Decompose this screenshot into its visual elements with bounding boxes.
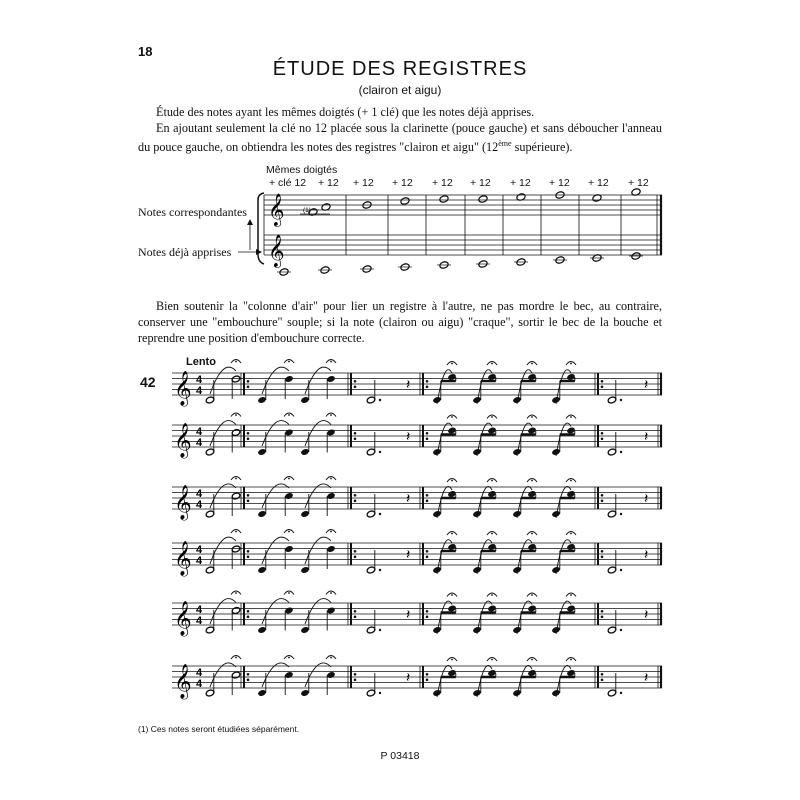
- fingering-column-label: + 12: [353, 177, 374, 189]
- fermata-dot: [570, 416, 572, 418]
- half-note: [231, 492, 240, 500]
- repeat-dot: [354, 673, 357, 676]
- half-note: [205, 626, 214, 634]
- system: [172, 656, 662, 701]
- row-label-apprises: Notes déjà apprises: [138, 245, 232, 259]
- treble-clef-icon: 𝄞: [174, 665, 192, 698]
- quarter-note: [257, 396, 266, 404]
- half-note: [607, 626, 616, 634]
- time-signature-bottom: 4: [196, 678, 203, 690]
- fermata-dot: [531, 594, 533, 596]
- repeat-dot: [601, 494, 604, 497]
- fingering-column-label: + 12: [470, 177, 491, 189]
- fermata-dot: [491, 533, 493, 535]
- half-note: [366, 626, 375, 634]
- repeat-dot: [601, 386, 604, 389]
- fermata-dot: [451, 594, 453, 596]
- fermata-dot: [288, 414, 290, 416]
- quarter-note: [326, 492, 335, 500]
- time-signature-bottom: 4: [196, 385, 203, 397]
- intro-line-1: Étude des notes ayant les mêmes doigtés (+ 1 clé) que les notes déjà apprises.: [156, 105, 535, 119]
- quarter-rest-icon: 𝄽: [644, 428, 649, 444]
- repeat-dot: [354, 438, 357, 441]
- quarter-note: [284, 429, 293, 437]
- half-note: [366, 689, 375, 697]
- fermata-dot: [330, 657, 332, 659]
- fermata-dot: [570, 594, 572, 596]
- repeat-dot: [426, 556, 429, 559]
- quarter-note: [300, 566, 309, 574]
- repeat-dot: [601, 500, 604, 503]
- quarter-note: [257, 566, 266, 574]
- half-note: [231, 607, 240, 615]
- tempo-marking: Lento: [186, 356, 216, 368]
- repeat-dot: [247, 380, 250, 383]
- half-note: [231, 429, 240, 437]
- system: [172, 413, 662, 459]
- time-signature-top: 4: [196, 374, 203, 386]
- repeat-dot: [426, 610, 429, 613]
- exercise-systems: [172, 360, 662, 701]
- fermata-dot: [235, 657, 237, 659]
- quarter-rest-icon: 𝄽: [644, 606, 649, 622]
- fermata-dot: [235, 531, 237, 533]
- time-signature-bottom: 4: [196, 437, 203, 449]
- repeat-dot: [354, 500, 357, 503]
- exercise-number: 42: [140, 374, 156, 390]
- repeat-dot: [601, 616, 604, 619]
- fermata-dot: [531, 480, 533, 482]
- quarter-note: [326, 607, 335, 615]
- dot: [379, 399, 381, 401]
- repeat-dot: [426, 432, 429, 435]
- fermata-dot: [330, 592, 332, 594]
- fermata-dot: [288, 361, 290, 363]
- repeat-dot: [354, 616, 357, 619]
- quarter-rest-icon: 𝄽: [644, 546, 649, 562]
- quarter-note: [326, 545, 335, 553]
- quarter-note: [326, 375, 335, 383]
- repeat-dot: [354, 432, 357, 435]
- repeat-dot: [601, 550, 604, 553]
- repeat-dot: [354, 550, 357, 553]
- row-label-correspondantes: Notes correspondantes: [138, 205, 247, 219]
- treble-clef-icon: 𝄞: [174, 424, 192, 457]
- quarter-note: [300, 689, 309, 697]
- repeat-dot: [426, 673, 429, 676]
- repeat-dot: [247, 679, 250, 682]
- fingering-column-label: + 12: [588, 177, 609, 189]
- quarter-rest-icon: 𝄽: [406, 669, 411, 685]
- repeat-dot: [247, 673, 250, 676]
- fermata-dot: [451, 363, 453, 365]
- dot: [379, 692, 381, 694]
- time-signature-top: 4: [196, 426, 203, 438]
- treble-clef-icon: 𝄞: [174, 542, 192, 575]
- quarter-note: [257, 626, 266, 634]
- fingering-column-label: + clé 12: [269, 177, 307, 189]
- treble-clef-icon: 𝄞: [174, 486, 192, 519]
- fermata-dot: [288, 657, 290, 659]
- repeat-dot: [601, 610, 604, 613]
- quarter-rest-icon: 𝄽: [644, 376, 649, 392]
- half-note: [607, 396, 616, 404]
- repeat-dot: [247, 494, 250, 497]
- quarter-note: [257, 689, 266, 697]
- repeat-dot: [354, 494, 357, 497]
- repeat-dot: [601, 438, 604, 441]
- repeat-dot: [426, 380, 429, 383]
- quarter-rest-icon: 𝄽: [644, 669, 649, 685]
- treble-clef-icon: 𝄞: [268, 235, 285, 266]
- system: [172, 477, 662, 522]
- quarter-note: [300, 626, 309, 634]
- fermata-dot: [235, 414, 237, 416]
- fermata-dot: [330, 361, 332, 363]
- fermata-dot: [531, 363, 533, 365]
- half-note: [366, 566, 375, 574]
- dot: [620, 629, 622, 631]
- repeat-dot: [426, 550, 429, 553]
- page-subtitle: (clairon et aigu): [358, 83, 442, 97]
- half-note: [231, 545, 240, 553]
- fermata-dot: [570, 659, 572, 661]
- repeat-dot: [354, 610, 357, 613]
- repeat-dot: [426, 679, 429, 682]
- dot: [379, 569, 381, 571]
- quarter-note: [326, 671, 335, 679]
- quarter-note: [257, 448, 266, 456]
- fermata-dot: [288, 592, 290, 594]
- time-signature-top: 4: [196, 488, 203, 500]
- footnote: (1) Ces notes seront étudiées séparément.: [138, 724, 300, 734]
- quarter-note: [284, 375, 293, 383]
- repeat-dot: [247, 438, 250, 441]
- repeat-dot: [354, 380, 357, 383]
- repeat-dot: [601, 673, 604, 676]
- quarter-note: [300, 396, 309, 404]
- quarter-note: [284, 545, 293, 553]
- fermata-dot: [491, 480, 493, 482]
- dot: [379, 451, 381, 453]
- quarter-note: [326, 429, 335, 437]
- half-note: [205, 510, 214, 518]
- repeat-dot: [426, 386, 429, 389]
- quarter-note: [284, 607, 293, 615]
- quarter-rest-icon: 𝄽: [406, 376, 411, 392]
- time-signature-top: 4: [196, 544, 203, 556]
- intro-line-2a: En ajoutant seulement la clé no 12 placée sous la clarinette (pouce gauche) et sans déboucher l'anneau du pouce gauche, on obtiendra les notes des registres "clairon et aigu" (12: [138, 121, 662, 155]
- footnote-mark: (1): [303, 207, 311, 214]
- quarter-note: [300, 448, 309, 456]
- system: [172, 360, 662, 408]
- half-note: [205, 448, 214, 456]
- fermata-dot: [451, 659, 453, 661]
- repeat-dot: [426, 616, 429, 619]
- fermata-dot: [491, 416, 493, 418]
- fermata-dot: [235, 592, 237, 594]
- time-signature-bottom: 4: [196, 555, 203, 567]
- fingering-header: Mêmes doigtés: [266, 164, 338, 176]
- half-note: [607, 448, 616, 456]
- catalog-number: P 03418: [380, 750, 420, 762]
- repeat-dot: [247, 616, 250, 619]
- fermata-dot: [531, 416, 533, 418]
- repeat-dot: [601, 556, 604, 559]
- fermata-dot: [288, 478, 290, 480]
- quarter-rest-icon: 𝄽: [406, 490, 411, 506]
- repeat-dot: [601, 432, 604, 435]
- fingering-column-label: + 12: [392, 177, 413, 189]
- fingering-column-label: + 12: [432, 177, 453, 189]
- repeat-dot: [426, 494, 429, 497]
- dot: [620, 513, 622, 515]
- repeat-dot: [354, 556, 357, 559]
- fermata-dot: [531, 659, 533, 661]
- fermata-dot: [330, 531, 332, 533]
- repeat-dot: [247, 550, 250, 553]
- fermata-dot: [451, 416, 453, 418]
- fermata-dot: [531, 533, 533, 535]
- repeat-dot: [426, 500, 429, 503]
- page-title: ÉTUDE DES REGISTRES: [272, 58, 528, 80]
- quarter-rest-icon: 𝄽: [644, 490, 649, 506]
- fingering-column-label: + 12: [549, 177, 570, 189]
- fermata-dot: [288, 531, 290, 533]
- intro-line-2-sup: ème: [498, 139, 512, 148]
- quarter-rest-icon: 𝄽: [406, 546, 411, 562]
- dot: [620, 569, 622, 571]
- repeat-dot: [247, 500, 250, 503]
- fermata-dot: [491, 363, 493, 365]
- repeat-dot: [354, 679, 357, 682]
- repeat-dot: [601, 380, 604, 383]
- time-signature-bottom: 4: [196, 499, 203, 511]
- repeat-dot: [354, 386, 357, 389]
- treble-clef-icon: 𝄞: [174, 372, 192, 405]
- repeat-dot: [247, 556, 250, 559]
- time-signature-top: 4: [196, 604, 203, 616]
- half-note: [231, 375, 240, 383]
- dot: [379, 513, 381, 515]
- fingering-column-label: + 12: [318, 177, 339, 189]
- fingering-column-label: + 12: [628, 177, 649, 189]
- fermata-dot: [570, 480, 572, 482]
- half-note: [607, 510, 616, 518]
- fermata-dot: [235, 361, 237, 363]
- repeat-dot: [247, 610, 250, 613]
- fingering-column-label: + 12: [510, 177, 531, 189]
- fermata-dot: [491, 659, 493, 661]
- advice-text: Bien soutenir la "colonne d'air" pour lier un registre à l'autre, ne pas mordre le bec, au contraire, conserver une "embouchure" souple; si la note (clairon ou aigu) "craque", sortir le bec de la bouche et reprendre une position d'embouchure correcte.: [138, 299, 662, 345]
- half-note: [366, 448, 375, 456]
- repeat-dot: [601, 679, 604, 682]
- fermata-dot: [491, 594, 493, 596]
- quarter-note: [284, 492, 293, 500]
- half-note: [231, 671, 240, 679]
- half-note: [607, 566, 616, 574]
- half-note: [205, 396, 214, 404]
- fermata-dot: [330, 414, 332, 416]
- repeat-dot: [426, 438, 429, 441]
- half-note: [607, 689, 616, 697]
- treble-clef-icon: 𝄞: [268, 194, 285, 225]
- quarter-rest-icon: 𝄽: [406, 428, 411, 444]
- half-note: [205, 689, 214, 697]
- quarter-note: [257, 510, 266, 518]
- treble-clef-icon: 𝄞: [174, 602, 192, 635]
- quarter-note: [300, 510, 309, 518]
- intro-line-2b: supérieure).: [511, 140, 573, 155]
- page-number: 18: [138, 44, 153, 59]
- fermata-dot: [570, 363, 572, 365]
- dot: [620, 451, 622, 453]
- fermata-dot: [451, 480, 453, 482]
- repeat-dot: [247, 386, 250, 389]
- half-note: [366, 510, 375, 518]
- repeat-dot: [247, 432, 250, 435]
- quarter-note: [284, 671, 293, 679]
- dot: [620, 399, 622, 401]
- fermata-dot: [330, 478, 332, 480]
- fermata-dot: [235, 478, 237, 480]
- system: [172, 530, 662, 578]
- fermata-dot: [570, 533, 572, 535]
- quarter-rest-icon: 𝄽: [406, 606, 411, 622]
- time-signature-bottom: 4: [196, 615, 203, 627]
- half-note: [205, 566, 214, 574]
- system: [172, 591, 662, 637]
- time-signature-top: 4: [196, 667, 203, 679]
- half-note: [366, 396, 375, 404]
- dot: [379, 629, 381, 631]
- dot: [620, 692, 622, 694]
- fermata-dot: [451, 533, 453, 535]
